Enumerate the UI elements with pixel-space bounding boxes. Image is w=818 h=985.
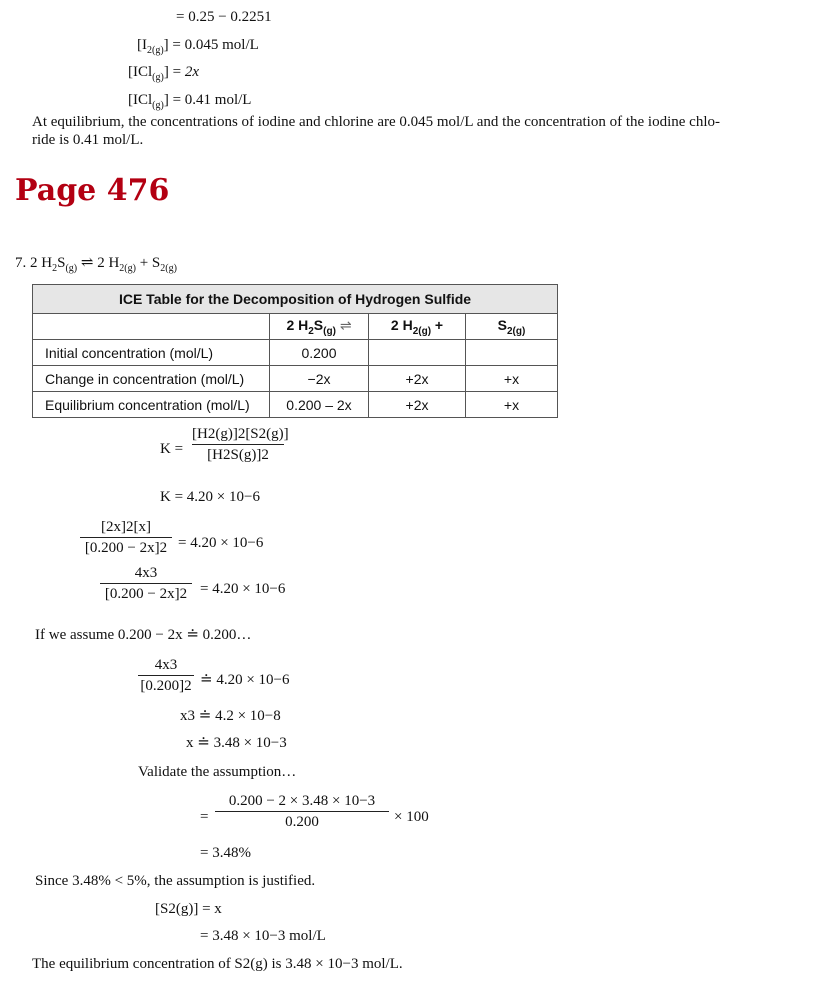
fraction-numerator: [H2(g)]2[S2(g)] [192,426,289,442]
ice-table [32,284,558,418]
equation-line-subtraction: = 0.25 − 0.2251 [176,9,272,25]
fraction-denominator: 0.200 [285,814,319,830]
table-cell [369,340,466,366]
equals-sign: = [200,809,209,825]
ice-header-blank [33,314,270,340]
fraction-numerator: 4x3 [154,657,178,673]
x-value-line: x ≐ 3.48 × 10−3 [186,735,287,751]
ice-header-h2: 2 $H_{2(g)}$ + [369,314,466,340]
fraction-denominator: [H2S(g)]2 [207,447,269,463]
equation-icl-concentration: [ICl$_{(g)}$] = 0.41 mol/L [128,92,252,111]
table-cell: 0.200 [270,340,369,366]
row-label: Initial concentration (mol/L) [33,340,270,366]
s2-value-line: = 3.48 × 10−3 mol/L [200,928,326,944]
equation-fraction-1-rhs: = 4.20 × 10−6 [178,535,264,551]
table-cell: +2x [369,366,466,392]
table-row [33,340,558,366]
table-row [33,366,558,392]
x-cubed-line: x3 ≐ 4.2 × 10−8 [180,708,281,724]
fraction-denominator: [0.200 − 2x]2 [104,586,188,602]
table-row [33,392,558,418]
percent-result-line: = 3.48% [200,845,251,861]
paragraph-line-2: ride is 0.41 mol/L. [32,132,144,148]
fraction-numerator: 0.200 − 2 × 3.48 × 10−3 [228,793,376,809]
equation-fraction-2-rhs: = 4.20 × 10−6 [200,581,286,597]
s2-expression-line: [S2(g)] = x [155,901,222,917]
table-cell: +x [466,366,558,392]
equilibrium-arrow-icon: ⇌ [80,255,94,271]
equation-fraction-1 [80,518,172,557]
table-cell: +x [466,392,558,418]
question-equation: 7. 2 $H_2S_{(g)}$ ⇌ 2 $H_{2(g)} + S_{2(g)}$ [15,255,177,274]
k-expression-fraction [192,425,289,464]
page-heading: Page 476 [15,173,170,208]
fraction-numerator: [2x]2[x] [101,519,151,535]
ice-header-s2: $S_{2(g)}$ [466,314,558,340]
justification-statement: Since 3.48% < 5%, the assumption is justified. [35,873,316,889]
k-label: K = [160,441,184,457]
ice-header-h2s: 2 $H_2S_{(g)}$ ⇌ [270,314,369,340]
row-label: Change in concentration (mol/L) [33,366,270,392]
fraction-denominator: [0.200]2 [140,678,192,694]
equation-fraction-4 [215,792,389,831]
equation-iodine-concentration: $[I_{2(g)}] = 0.045$ mol/L [137,37,259,56]
equation-fraction-3 [138,656,194,695]
equation-fraction-3-rhs: ≐ 4.20 × 10−6 [200,672,290,688]
row-label: Equilibrium concentration (mol/L) [33,392,270,418]
ice-table-caption: ICE Table for the Decomposition of Hydrogen Sulfide [33,285,558,314]
k-value-line: K = 4.20 × 10−6 [160,489,260,505]
fraction-numerator: 4x3 [134,565,158,581]
table-cell: 0.200 – 2x [270,392,369,418]
fraction-denominator: [0.200 − 2x]2 [84,540,168,556]
assumption-statement: If we assume 0.200 − 2x ≐ 0.200… [35,627,252,643]
paragraph-line-1: At equilibrium, the concentrations of iodine and chlorine are 0.045 mol/L and the concentration of the iodine chlo- [32,114,720,130]
validate-statement: Validate the assumption… [138,764,297,780]
table-cell [466,340,558,366]
table-cell: −2x [270,366,369,392]
equation-fraction-4-rhs: × 100 [394,809,429,825]
equation-fraction-2 [100,564,192,603]
final-answer-statement: The equilibrium concentration of S2(g) is 3.48 × 10−3 mol/L. [32,956,403,972]
question-number: 7. [15,255,27,271]
equation-icl-expression: [ICl$_{(g)}$] = 2x [128,64,199,83]
table-cell: +2x [369,392,466,418]
